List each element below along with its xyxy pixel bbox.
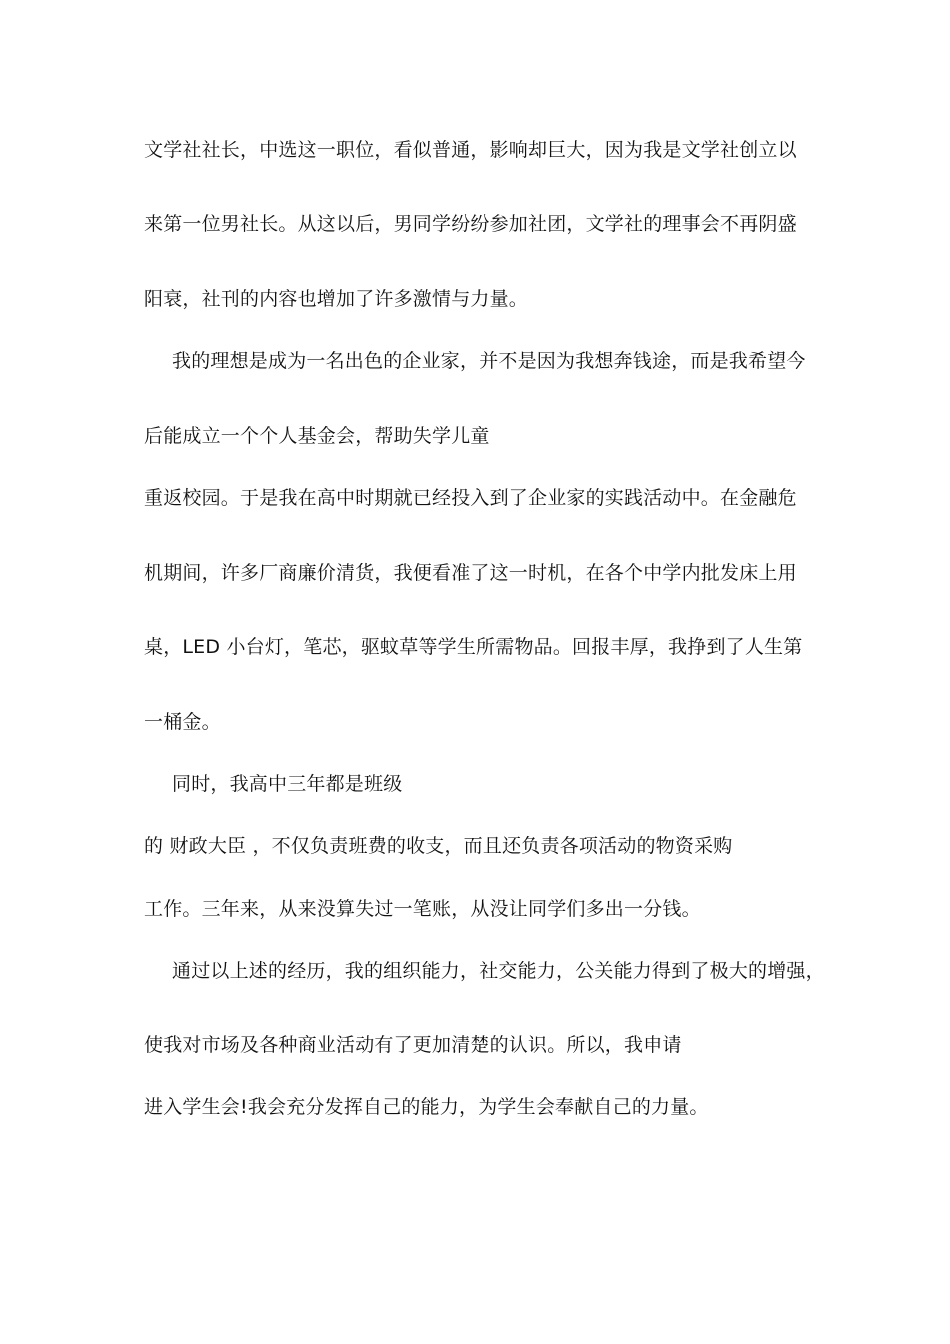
text-line: 桌，LED 小台灯，笔芯，驱蚊草等学生所需物品。回报丰厚，我挣到了人生第 (144, 636, 803, 658)
paragraph-start-line: 我的理想是成为一名出色的企业家，并不是因为我想奔钱途，而是我希望今 (172, 350, 806, 372)
paragraph-start-line: 同时，我高中三年都是班级 (172, 773, 403, 795)
text-line: 来第一位男社长。从这以后，男同学纷纷参加社团，文学社的理事会不再阴盛 (144, 213, 797, 235)
text-line: 一桶金。 (144, 711, 221, 733)
text-line: 机期间，许多厂商廉价清货，我便看准了这一时机，在各个中学内批发床上用 (144, 562, 797, 584)
text-line: 使我对市场及各种商业活动有了更加清楚的认识。所以，我申请 (144, 1034, 682, 1056)
text-line: 进入学生会!我会充分发挥自己的能力，为学生会奉献自己的力量。 (144, 1096, 709, 1118)
text-line: 的 财政大臣 ，不仅负责班费的收支，而且还负责各项活动的物资采购 (144, 835, 733, 857)
text-line: 阳衰，社刊的内容也增加了许多激情与力量。 (144, 288, 529, 310)
text-line: 工作。三年来，从来没算失过一笔账，从没让同学们多出一分钱。 (144, 898, 701, 920)
text-line: 文学社社长，中选这一职位，看似普通，影响却巨大，因为我是文学社创立以 (144, 139, 797, 161)
paragraph-start-line: 通过以上述的经历，我的组织能力，社交能力，公关能力得到了极大的增强， (172, 960, 825, 982)
text-line: 后能成立一个个人基金会，帮助失学儿童 (144, 425, 490, 447)
text-line: 重返校园。于是我在高中时期就已经投入到了企业家的实践活动中。在金融危 (144, 487, 797, 509)
